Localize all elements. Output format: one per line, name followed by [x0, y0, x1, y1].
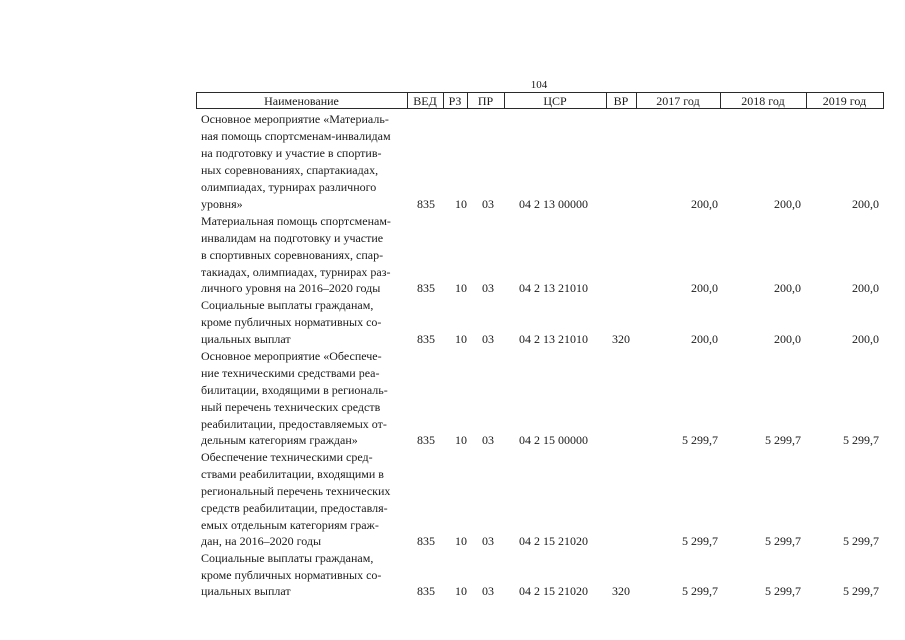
row-name-line: региональный перечень технических [201, 484, 391, 498]
row-pr: 03 [482, 281, 494, 295]
row-name-line: Социальные выплаты гражданам, [201, 551, 374, 565]
row-name-line: средств реабилитации, предоставля- [201, 501, 388, 515]
row-name-line: ных соревнованиях, спартакиадах, [201, 163, 379, 177]
row-name-line: инвалидам на подготовку и участие [201, 231, 384, 245]
header-name: Наименование [264, 94, 339, 108]
row-2019: 5 299,7 [843, 584, 879, 598]
row-name-line: Основное мероприятие «Материаль- [201, 112, 389, 126]
row-ved: 835 [417, 584, 435, 598]
row-2019: 200,0 [852, 332, 879, 346]
row-name-line: ние техническими средствами реа- [201, 366, 380, 380]
header-2017: 2017 год [656, 94, 700, 108]
row-csr: 04 2 13 21010 [519, 332, 588, 346]
row-name-line: Обеспечение техническими сред- [201, 450, 373, 464]
row-name-line: олимпиадах, турнирах различного [201, 180, 377, 194]
row-pr: 03 [482, 332, 494, 346]
row-rz: 10 [455, 281, 467, 295]
row-2018: 200,0 [774, 332, 801, 346]
row-name-line: ствами реабилитации, входящими в [201, 467, 384, 481]
row-vr: 320 [612, 584, 630, 598]
header-csr: ЦСР [543, 94, 567, 108]
row-name-line: емых отдельным категориям граж- [201, 518, 379, 532]
row-name-line: ный перечень технических средств [201, 400, 381, 414]
row-2019: 200,0 [852, 281, 879, 295]
row-2018: 5 299,7 [765, 534, 801, 548]
row-ved: 835 [417, 433, 435, 447]
row-2017: 5 299,7 [682, 584, 718, 598]
header-border-right [883, 93, 884, 108]
row-rz: 10 [455, 332, 467, 346]
page-number: 104 [530, 79, 548, 91]
row-2017: 200,0 [691, 332, 718, 346]
row-rz: 10 [455, 584, 467, 598]
row-ved: 835 [417, 534, 435, 548]
row-ved: 835 [417, 197, 435, 211]
row-ved: 835 [417, 332, 435, 346]
row-2019: 5 299,7 [843, 534, 879, 548]
row-vr: 320 [612, 332, 630, 346]
row-pr: 03 [482, 433, 494, 447]
header-pr: ПР [477, 94, 494, 108]
row-csr: 04 2 15 00000 [519, 433, 588, 447]
row-rz: 10 [455, 534, 467, 548]
row-2017: 5 299,7 [682, 433, 718, 447]
row-csr: 04 2 15 21020 [519, 584, 588, 598]
row-csr: 04 2 15 21020 [519, 534, 588, 548]
row-name-line: циальных выплат [201, 332, 291, 346]
row-2019: 5 299,7 [843, 433, 879, 447]
header-vr: ВР [613, 94, 629, 108]
row-name-line: на подготовку и участие в спортив- [201, 146, 382, 160]
header-ved: ВЕД [413, 94, 437, 108]
row-name-line: дельным категориям граждан» [201, 433, 358, 447]
row-name-line: реабилитации, предоставляемых от- [201, 417, 387, 431]
row-name-line: кроме публичных нормативных со- [201, 315, 382, 329]
header-2018: 2018 год [741, 94, 785, 108]
row-name-line: Материальная помощь спортсменам- [201, 214, 391, 228]
row-name-line: в спортивных соревнованиях, спар- [201, 248, 384, 262]
row-2018: 200,0 [774, 281, 801, 295]
row-name-line: Социальные выплаты гражданам, [201, 298, 374, 312]
row-name-line: уровня» [201, 197, 243, 211]
row-2017: 200,0 [691, 281, 718, 295]
row-2017: 5 299,7 [682, 534, 718, 548]
row-name-line: ная помощь спортсменам-инвалидам [201, 129, 391, 143]
row-2017: 200,0 [691, 197, 718, 211]
row-name-line: билитации, входящими в региональ- [201, 383, 388, 397]
table-header [196, 92, 884, 109]
header-2019: 2019 год [822, 94, 867, 108]
row-name-line: дан, на 2016–2020 годы [201, 534, 322, 548]
row-2019: 200,0 [852, 197, 879, 211]
row-name-line: циальных выплат [201, 584, 291, 598]
row-name-line: кроме публичных нормативных со- [201, 568, 382, 582]
row-2018: 5 299,7 [765, 433, 801, 447]
row-pr: 03 [482, 197, 494, 211]
row-2018: 200,0 [774, 197, 801, 211]
row-2018: 5 299,7 [765, 584, 801, 598]
row-csr: 04 2 13 21010 [519, 281, 588, 295]
row-name-line: Основное мероприятие «Обеспече- [201, 349, 382, 363]
header-rz: РЗ [448, 94, 462, 108]
row-rz: 10 [455, 197, 467, 211]
row-name-line: личного уровня на 2016–2020 годы [201, 281, 381, 295]
row-pr: 03 [482, 584, 494, 598]
row-rz: 10 [455, 433, 467, 447]
row-csr: 04 2 13 00000 [519, 197, 588, 211]
row-pr: 03 [482, 534, 494, 548]
row-name-line: такиадах, олимпиадах, турнирах раз- [201, 265, 391, 279]
row-ved: 835 [417, 281, 435, 295]
